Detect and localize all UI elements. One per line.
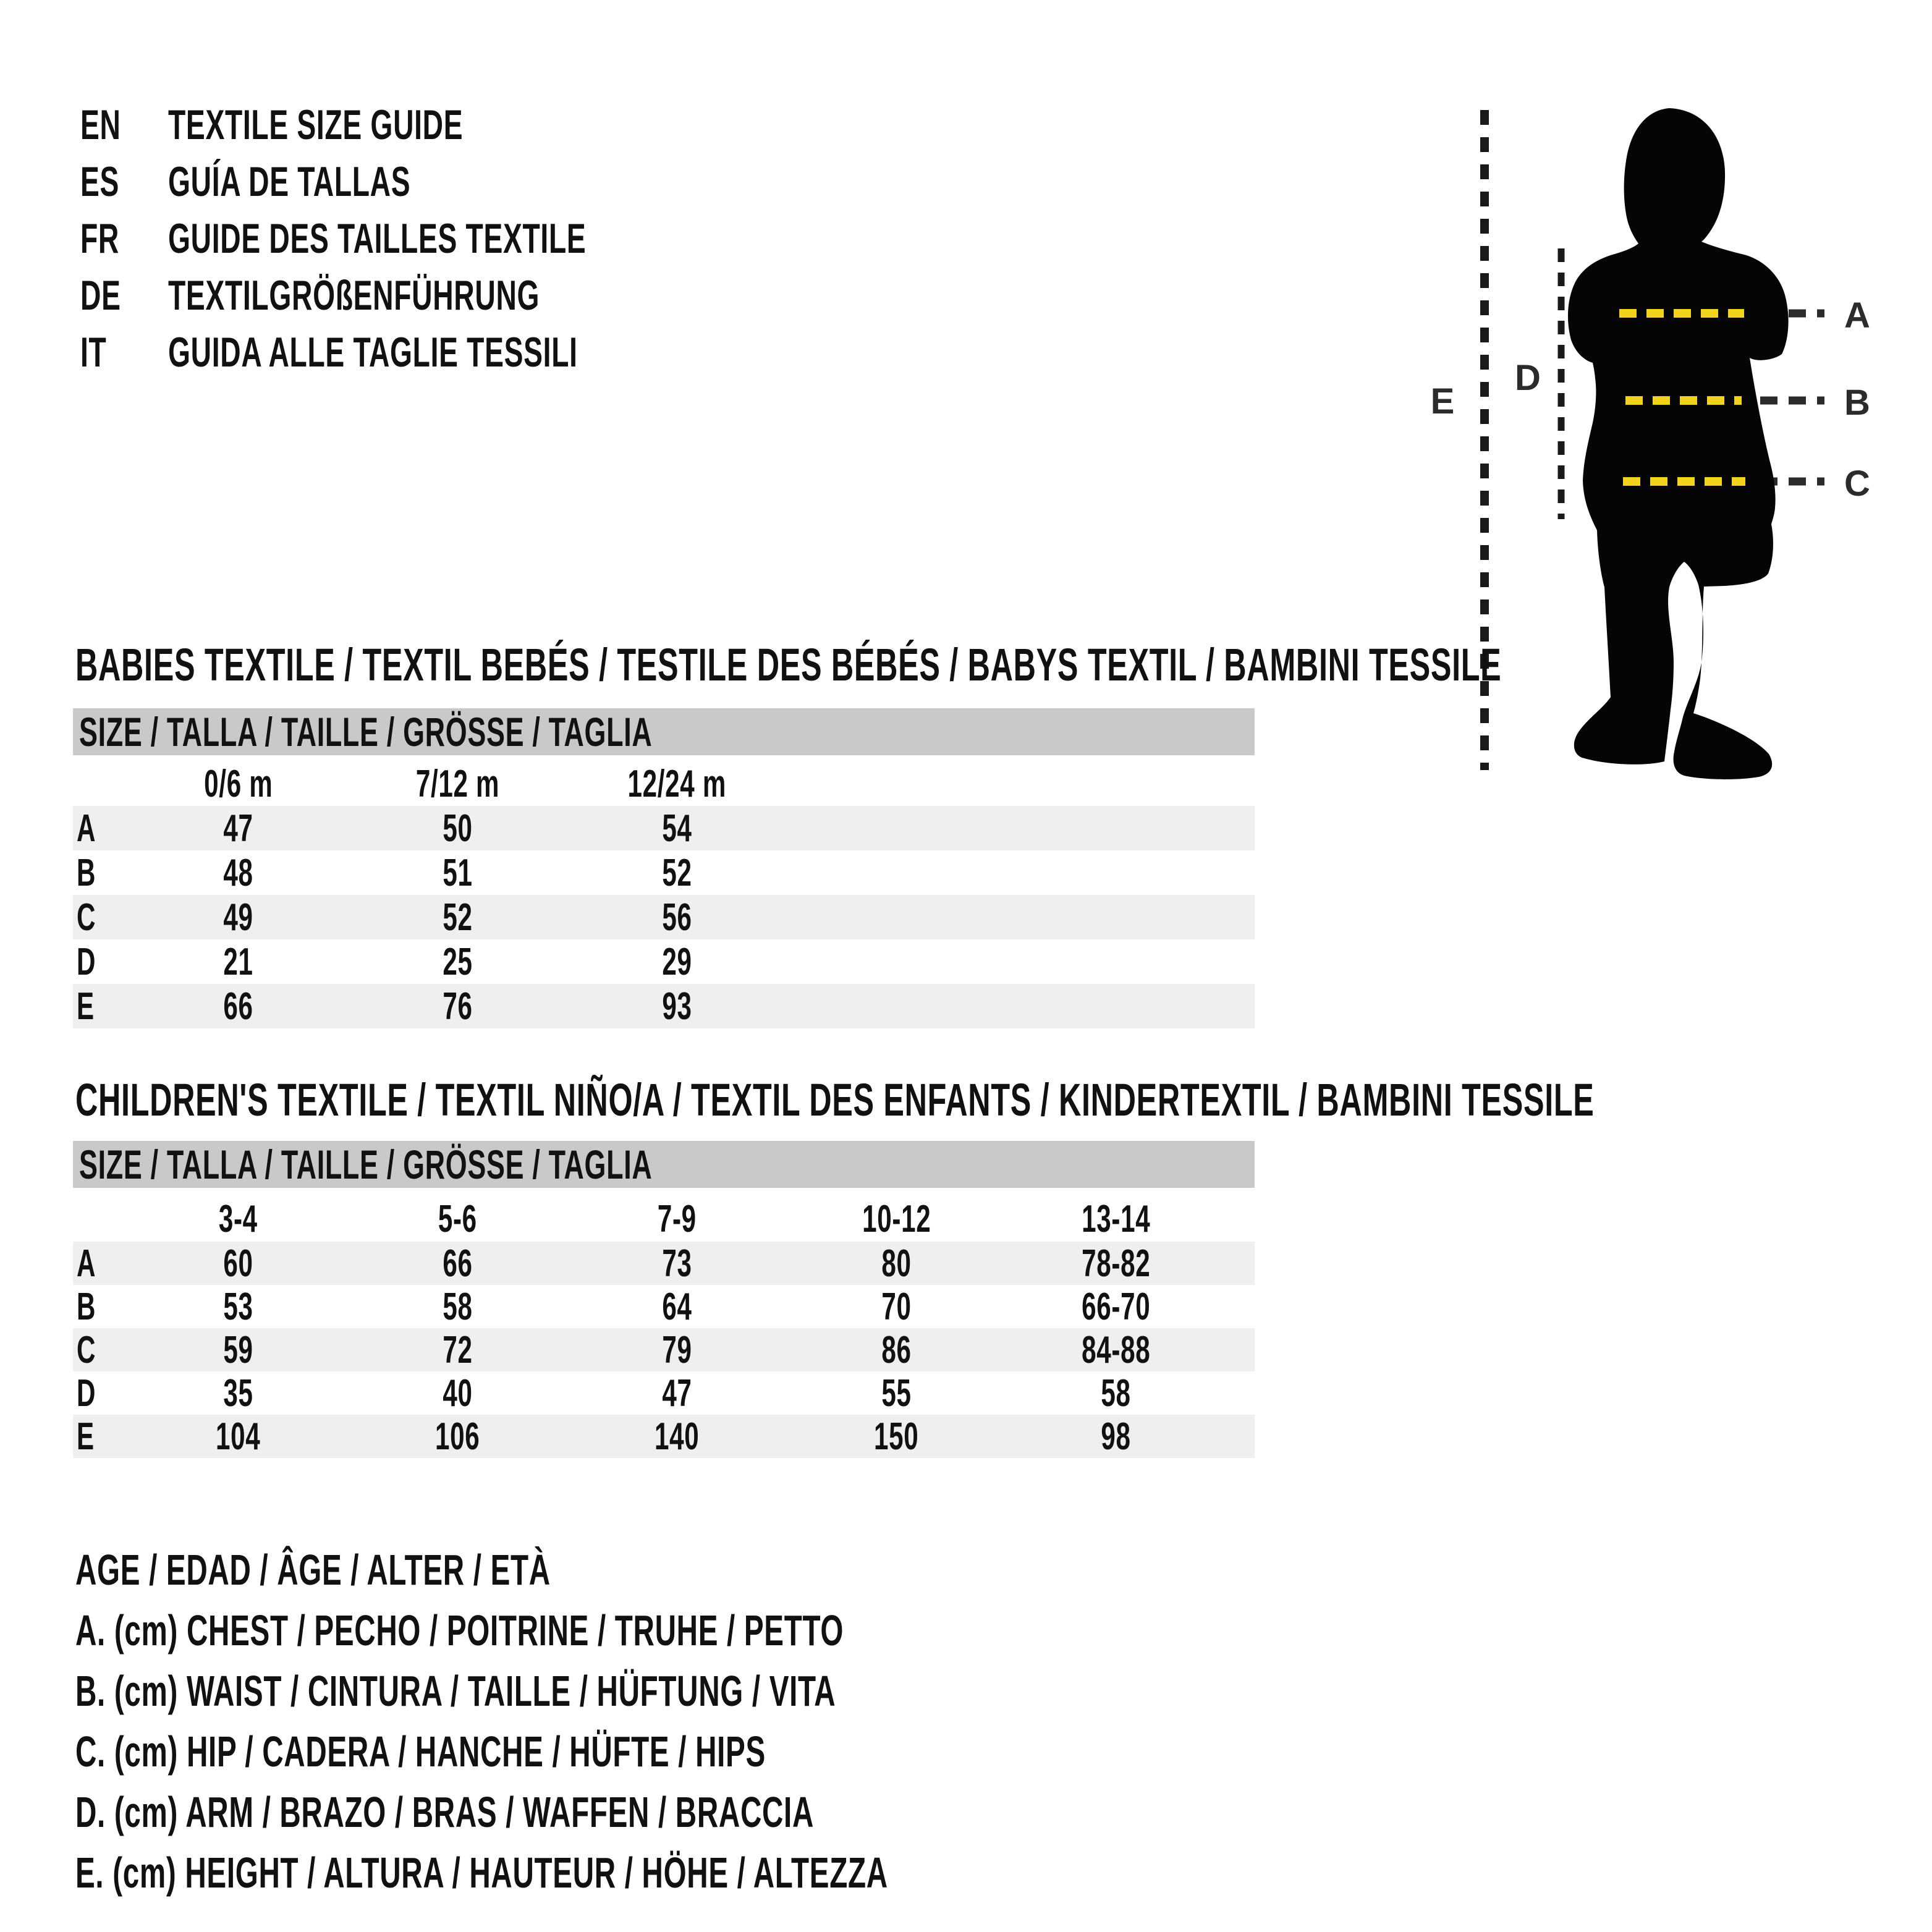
table-cell: 84-88 — [1081, 1329, 1151, 1371]
language-row-en — [80, 100, 602, 150]
children-col-header: 5-6 — [438, 1197, 477, 1240]
measure-label-c: C — [1844, 464, 1870, 504]
legend-hip: C. (cm) HIP / CADERA / HANCHE / HÜFTE / HIPS — [75, 1727, 766, 1776]
children-column-header-row — [73, 1197, 1255, 1241]
children-size-header-bar — [73, 1141, 1255, 1188]
babies-column-header-row — [73, 761, 1255, 806]
children-col-header: 10-12 — [862, 1197, 931, 1240]
children-row-c — [73, 1328, 1255, 1371]
babies-row-c — [73, 895, 1255, 939]
table-cell: 55 — [881, 1372, 912, 1415]
table-cell: 49 — [223, 896, 253, 939]
table-cell: 25 — [443, 940, 473, 983]
legend-chest: A. (cm) CHEST / PECHO / POITRINE / TRUHE / PETTO — [75, 1606, 844, 1654]
children-row-d — [73, 1371, 1255, 1415]
language-title: TEXTILE SIZE GUIDE — [168, 101, 464, 148]
babies-size-header-bar — [73, 708, 1255, 755]
measure-label-e: E — [1430, 381, 1455, 422]
row-label: C — [77, 896, 96, 939]
table-cell: 58 — [1101, 1372, 1131, 1415]
row-label: B — [77, 1286, 96, 1328]
table-cell: 64 — [662, 1286, 692, 1328]
measurement-figure — [1391, 87, 1932, 803]
legend-waist: B. (cm) WAIST / CINTURA / TAILLE / HÜFTUNG / VITA — [75, 1667, 836, 1715]
table-cell: 78-82 — [1081, 1242, 1151, 1285]
table-cell: 66 — [443, 1242, 473, 1285]
table-cell: 50 — [443, 807, 473, 850]
row-label: D — [77, 940, 96, 983]
row-label: A — [77, 1242, 96, 1285]
table-cell: 73 — [662, 1242, 692, 1285]
table-cell: 140 — [655, 1415, 700, 1458]
babies-row-e — [73, 984, 1255, 1028]
row-label: E — [77, 1415, 95, 1458]
children-row-b — [73, 1285, 1255, 1328]
language-title: GUÍA DE TALLAS — [168, 158, 411, 205]
table-cell: 86 — [881, 1329, 912, 1371]
babies-size-header-text: SIZE / TALLA / TAILLE / GRÖSSE / TAGLIA — [79, 709, 653, 755]
children-row-e — [73, 1415, 1255, 1458]
table-cell: 54 — [662, 807, 692, 850]
language-row-it — [80, 328, 770, 377]
children-size-header-text: SIZE / TALLA / TAILLE / GRÖSSE / TAGLIA — [79, 1142, 653, 1187]
row-label: A — [77, 807, 96, 850]
table-cell: 40 — [443, 1372, 473, 1415]
children-col-header: 7-9 — [658, 1197, 697, 1240]
row-label: B — [77, 851, 96, 894]
language-code: DE — [80, 272, 121, 319]
table-cell: 53 — [223, 1286, 253, 1328]
language-title: GUIDA ALLE TAGLIE TESSILI — [168, 329, 578, 376]
table-cell: 52 — [443, 896, 473, 939]
table-cell: 56 — [662, 896, 692, 939]
table-cell: 60 — [223, 1242, 253, 1285]
language-row-es — [80, 157, 525, 206]
legend-height: E. (cm) HEIGHT / ALTURA / HAUTEUR / HÖHE / ALTEZZA — [75, 1849, 888, 1897]
language-row-fr — [80, 214, 783, 263]
babies-row-b — [73, 850, 1255, 895]
legend-arm: D. (cm) ARM / BRAZO / BRAS / WAFFEN / BRACCIA — [75, 1788, 815, 1836]
table-cell: 104 — [216, 1415, 261, 1458]
language-code: FR — [80, 215, 120, 262]
language-title: TEXTILGRÖßENFÜHRUNG — [168, 272, 540, 319]
language-code: EN — [80, 101, 121, 148]
language-code: ES — [80, 158, 120, 205]
table-cell: 47 — [223, 807, 253, 850]
table-cell: 66-70 — [1081, 1286, 1151, 1328]
table-cell: 76 — [443, 985, 473, 1028]
babies-row-d — [73, 939, 1255, 984]
table-cell: 48 — [223, 851, 253, 894]
babies-col-header: 0/6 m — [203, 762, 273, 805]
table-cell: 59 — [223, 1329, 253, 1371]
row-label: E — [77, 985, 95, 1028]
table-cell: 51 — [443, 851, 473, 894]
language-title: GUIDE DES TAILLES TEXTILE — [168, 215, 587, 262]
babies-section-heading: BABIES TEXTILE / TEXTIL BEBÉS / TESTILE DES BÉBÉS / BABYS TEXTIL / BAMBINI TESSILE — [75, 639, 1502, 690]
language-row-de — [80, 271, 714, 320]
children-col-header: 3-4 — [219, 1197, 258, 1240]
babies-row-a — [73, 806, 1255, 850]
table-cell: 52 — [662, 851, 692, 894]
table-cell: 66 — [223, 985, 253, 1028]
table-cell: 29 — [662, 940, 692, 983]
language-code: IT — [80, 329, 107, 376]
table-cell: 79 — [662, 1329, 692, 1371]
table-cell: 58 — [443, 1286, 473, 1328]
table-cell: 93 — [662, 985, 692, 1028]
legend-age: AGE / EDAD / ÂGE / ALTER / ETÀ — [75, 1546, 551, 1594]
table-cell: 21 — [223, 940, 253, 983]
measure-label-a: A — [1844, 295, 1870, 336]
table-cell: 72 — [443, 1329, 473, 1371]
children-section-heading: CHILDREN'S TEXTILE / TEXTIL NIÑO/A / TEXTIL DES ENFANTS / KINDERTEXTIL / BAMBINI TESSILE — [75, 1074, 1595, 1125]
babies-col-header: 7/12 m — [415, 762, 500, 805]
table-cell: 35 — [223, 1372, 253, 1415]
children-row-a — [73, 1242, 1255, 1285]
babies-col-header: 12/24 m — [627, 762, 727, 805]
table-cell: 47 — [662, 1372, 692, 1415]
row-label: C — [77, 1329, 96, 1371]
table-cell: 150 — [874, 1415, 919, 1458]
measure-label-b: B — [1844, 383, 1870, 423]
table-cell: 80 — [881, 1242, 912, 1285]
measure-label-d: D — [1515, 358, 1541, 398]
table-cell: 98 — [1101, 1415, 1131, 1458]
children-col-header: 13-14 — [1081, 1197, 1151, 1240]
table-cell: 106 — [435, 1415, 480, 1458]
table-cell: 70 — [881, 1286, 912, 1328]
row-label: D — [77, 1372, 96, 1415]
